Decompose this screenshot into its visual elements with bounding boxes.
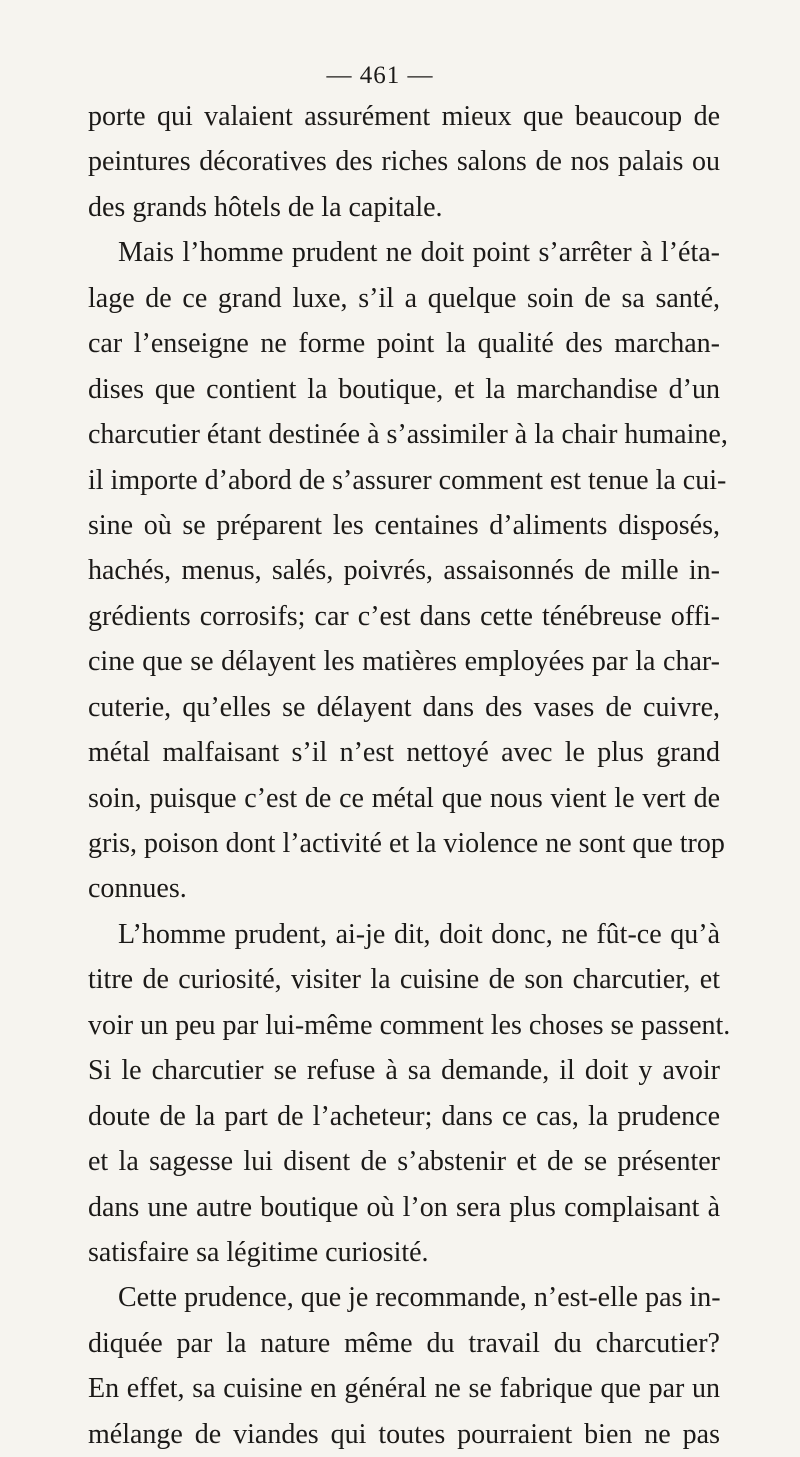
text-line: Si le charcutier se refuse à sa demande, il doit y avoir (88, 1055, 720, 1087)
text-line: grédients corrosifs; car c’est dans cette ténébreuse offi- (88, 600, 720, 632)
text-line: porte qui valaient assurément mieux que beaucoup de (88, 101, 720, 132)
text-line: cuterie, qu’elles se délayent dans des vases de cuivre, (88, 691, 720, 723)
text-line: titre de curiosité, visiter la cuisine de son charcutier, et (88, 964, 720, 996)
text-line: dises que contient la boutique, et la marchandise d’un (88, 373, 720, 405)
text-line: diquée par la nature même du travail du charcutier? (88, 1327, 720, 1359)
text-line: lage de ce grand luxe, s’il a quelque soin de sa santé, (88, 282, 720, 314)
text-line: connues. (88, 873, 187, 905)
text-line: des grands hôtels de la capitale. (88, 191, 443, 223)
text-line: En effet, sa cuisine en général ne se fabrique que par un (88, 1373, 720, 1405)
text-line: dans une autre boutique où l’on sera plus complaisant à (88, 1191, 720, 1223)
body-text (88, 94, 731, 1457)
text-line: sine où se préparent les centaines d’aliments disposés, (88, 509, 720, 541)
text-line: L’homme prudent, ai-je dit, doit donc, ne fût-ce qu’à (118, 918, 720, 950)
text-line: peintures décoratives des riches salons de nos palais ou (88, 146, 720, 178)
text-line: car l’enseigne ne forme point la qualité des marchan- (88, 328, 720, 360)
text-line: il importe d’abord de s’assurer comment est tenue la cui- (88, 464, 727, 496)
text-line: voir un peu par lui-même comment les choses se passent. (88, 1009, 731, 1041)
text-line: métal malfaisant s’il n’est nettoyé avec le plus grand (88, 737, 720, 769)
text-line: mélange de viandes qui toutes pourraient bien ne pas (88, 1418, 720, 1450)
text-line: Cette prudence, que je recommande, n’est-elle pas in- (118, 1282, 721, 1314)
text-line: satisfaire sa légitime curiosité. (88, 1236, 429, 1268)
page-number: — 461 — (326, 62, 434, 89)
text-line: cine que se délayent les matières employées par la char- (88, 646, 720, 678)
text-line: soin, puisque c’est de ce métal que nous vient le vert de (88, 782, 720, 814)
text-line: hachés, menus, salés, poivrés, assaisonnés de mille in- (88, 555, 720, 587)
text-line: gris, poison dont l’activité et la violence ne sont que trop (88, 828, 725, 859)
text-line: doute de la part de l’acheteur; dans ce cas, la prudence (88, 1100, 720, 1132)
text-line: Mais l’homme prudent ne doit point s’arrêter à l’éta- (118, 237, 720, 269)
text-line: charcutier étant destinée à s’assimiler à la chair humaine, (88, 419, 728, 451)
text-line: et la sagesse lui disent de s’abstenir et de se présenter (88, 1146, 720, 1178)
